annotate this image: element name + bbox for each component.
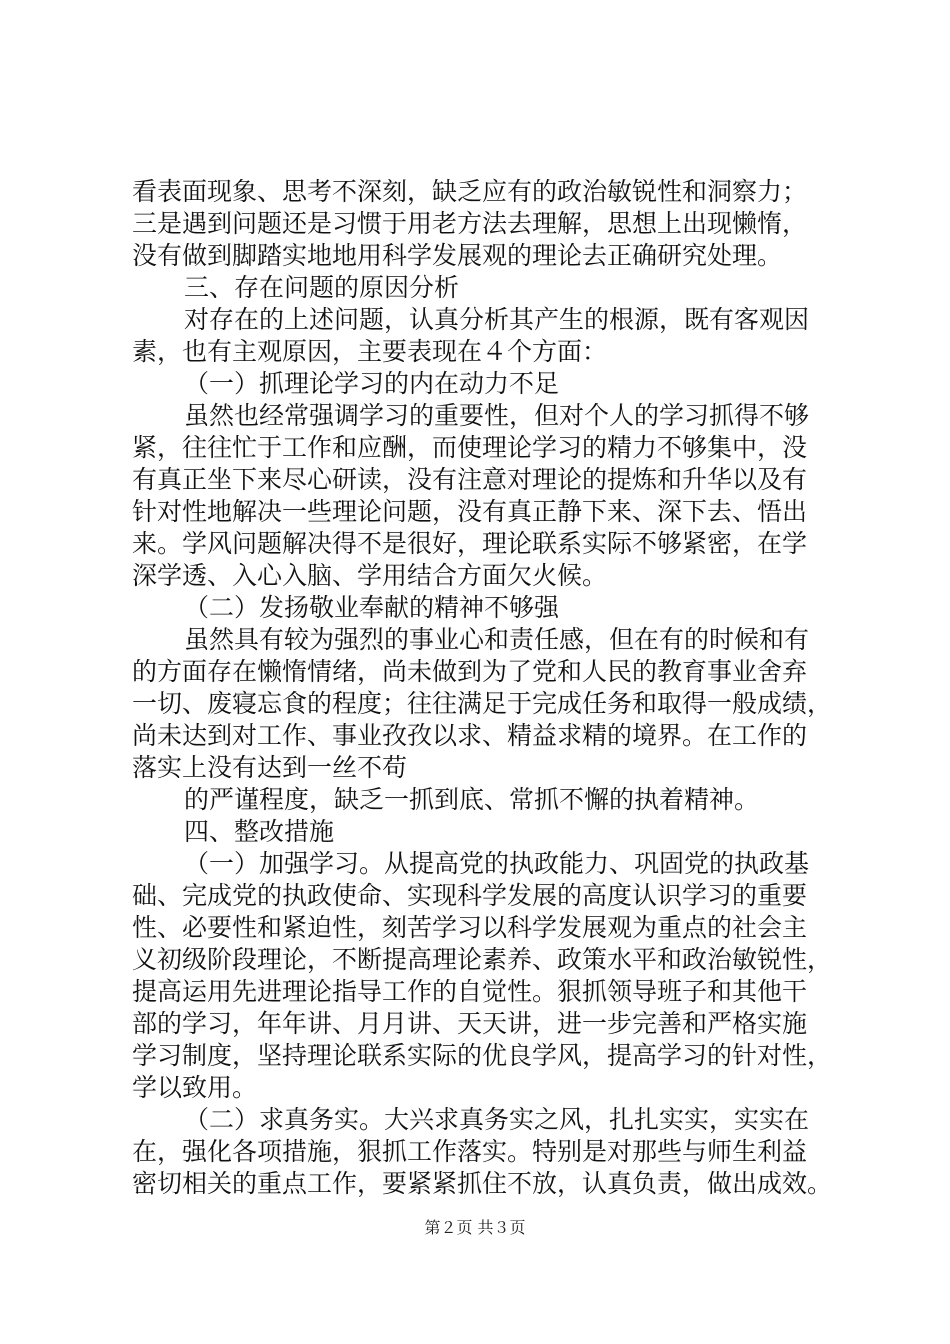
text-line: 看表面现象、思考不深刻，缺乏应有的政治敏锐性和洞察力； <box>132 177 808 206</box>
text-line: 的方面存在懒惰情绪，尚未做到为了党和人民的教育事业舍弃 <box>132 657 808 686</box>
text-line: （二）发扬敬业奉献的精神不够强 <box>184 593 560 622</box>
document-body <box>132 176 852 1200</box>
text-line: 对存在的上述问题，认真分析其产生的根源，既有客观因 <box>184 305 810 334</box>
text-line: 落实上没有达到一丝不苟 <box>132 753 408 782</box>
text-line: 没有做到脚踏实地地用科学发展观的理论去正确研究处理。 <box>132 241 783 270</box>
text-line: 性、必要性和紧迫性，刻苦学习以科学发展观为重点的社会主 <box>132 913 808 942</box>
text-line: 础、完成党的执政使命、实现科学发展的高度认识学习的重要 <box>132 881 808 910</box>
text-line: 学以致用。 <box>132 1073 258 1102</box>
text-line: （一）抓理论学习的内在动力不足 <box>184 369 560 398</box>
text-line: 虽然具有较为强烈的事业心和责任感，但在有的时候和有 <box>184 625 810 654</box>
text-line: 学习制度，坚持理论联系实际的优良学风，提高学习的针对性， <box>132 1041 833 1070</box>
text-line: 紧，往往忙于工作和应酬，而使理论学习的精力不够集中，没 <box>132 433 808 462</box>
text-line: 三是遇到问题还是习惯于用老方法去理解，思想上出现懒惰， <box>132 209 808 238</box>
text-line: 深学透、入心入脑、学用结合方面欠火候。 <box>132 561 608 590</box>
text-line: 来。学风问题解决得不是很好，理论联系实际不够紧密，在学 <box>132 529 808 558</box>
text-line: 提高运用先进理论指导工作的自觉性。狠抓领导班子和其他干 <box>132 977 808 1006</box>
text-line: （一）加强学习。从提高党的执政能力、巩固党的执政基 <box>184 849 810 878</box>
text-line: 尚未达到对工作、事业孜孜以求、精益求精的境界。在工作的 <box>132 721 808 750</box>
text-line: （二）求真务实。大兴求真务实之风，扎扎实实，实实在 <box>184 1105 810 1134</box>
text-line: 虽然也经常强调学习的重要性，但对个人的学习抓得不够 <box>184 401 810 430</box>
text-line: 素，也有主观原因，主要表现在４个方面： <box>132 337 608 366</box>
text-line: 三、存在问题的原因分析 <box>184 273 460 302</box>
text-line: 一切、废寝忘食的程度；往往满足于完成任务和取得一般成绩， <box>132 689 833 718</box>
text-line: 四、整改措施 <box>184 817 335 846</box>
text-line: 针对性地解决一些理论问题，没有真正静下来、深下去、悟出 <box>132 497 808 526</box>
text-line: 的严谨程度，缺乏一抓到底、常抓不懈的执着精神。 <box>184 785 760 814</box>
text-line: 有真正坐下来尽心研读，没有注意对理论的提炼和升华以及有 <box>132 465 808 494</box>
text-line: 部的学习，年年讲、月月讲、天天讲，进一步完善和严格实施 <box>132 1009 808 1038</box>
text-line: 义初级阶段理论，不断提高理论素养、政策水平和政治敏锐性， <box>132 945 833 974</box>
text-line: 密切相关的重点工作，要紧紧抓住不放，认真负责，做出成效。 <box>132 1169 833 1198</box>
text-line: 在，强化各项措施，狠抓工作落实。特别是对那些与师生利益 <box>132 1137 808 1166</box>
page-footer: 第２页 共３页 <box>424 1218 526 1237</box>
